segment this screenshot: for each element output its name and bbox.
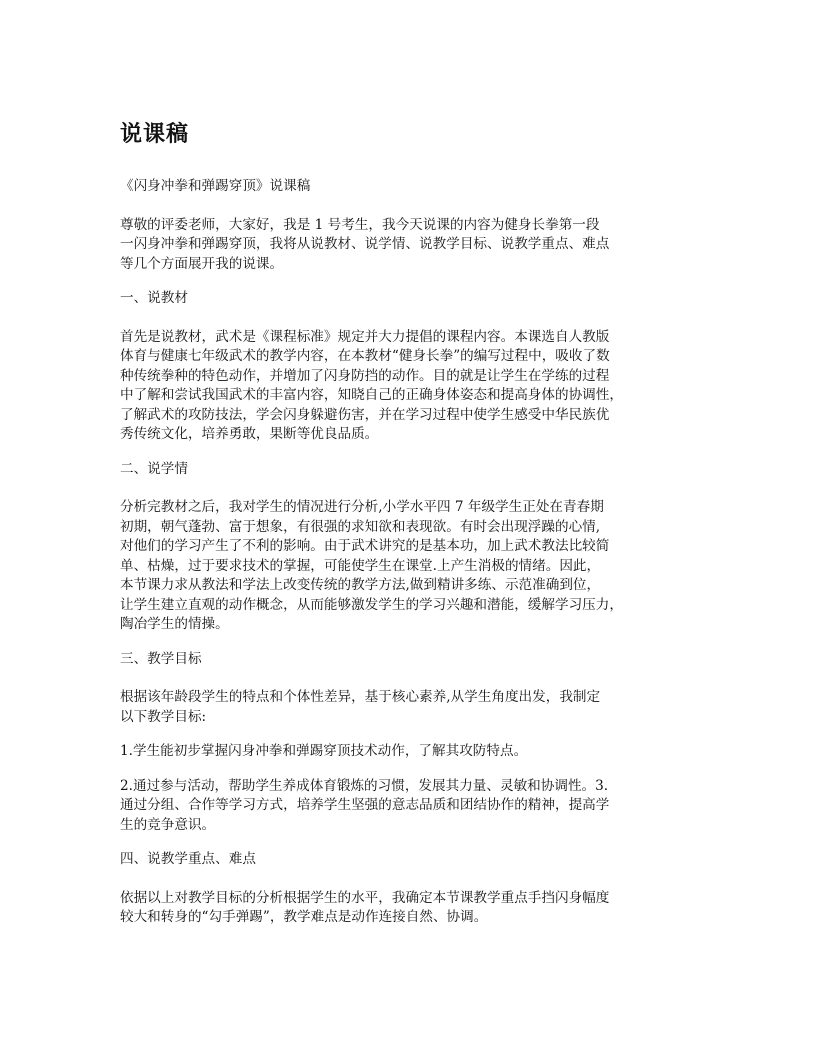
text-line: 首先是说教材，武术是《课程标准》规定并大力提倡的课程内容。本课选自人教版 [120,328,610,345]
text-line: 让学生建立直观的动作概念，从而能够激发学生的学习兴趣和潜能，缓解学习压力， [120,596,623,613]
text-line: 体育与健康七年级武术的教学内容，在本教材“健身长拳”的编写过程中，吸收了数 [120,348,610,364]
text-line: 陶冶学生的情操。 [120,616,229,632]
text-line: 通过分组、合作等学习方式，培养学生坚强的意志品质和团结协作的精神，提高学 [120,797,610,813]
goals-intro-paragraph [120,688,710,727]
section-heading-students: 二、说学情 [120,460,188,477]
text-line: 初期，朝气蓬勃、富于想象，有很强的求知欲和表现欲。有时会出现浮躁的心情, [120,518,601,535]
students-paragraph [120,498,710,635]
text-line: 生的竞争意识。 [120,816,216,833]
textbook-paragraph [120,328,710,445]
document-body [120,177,710,943]
intro-paragraph [120,216,710,275]
section-heading-key-points: 四、说教学重点、难点 [120,851,256,867]
text-line: 1.学生能初步掌握闪身冲拳和弹踢穿顶技术动作，了解其攻防特点。 [120,743,528,759]
text-line: 依据以上对教学目标的分析根据学生的水平，我确定本节课教学重点手挡闪身幅度 [120,889,610,906]
text-line: 分析完教材之后，我对学生的情况进行分析,小学水平四 7 年级学生正处在青春期 [120,499,604,515]
text-line: 尊敬的评委老师，大家好，我是 1 号考生，我今天说课的内容为健身长拳第一段 [120,216,600,233]
page-title: 说课稿 [120,122,190,147]
text-line: 等几个方面展开我的说课。 [120,255,284,272]
text-line: 中了解和尝试我国武术的丰富内容，知晓自己的正确身体姿态和提高身体的协调性， [120,387,623,403]
text-line: 对他们的学习产生了不利的影响。由于武术讲究的是基本功，加上武术教法比较简 [120,538,610,554]
document-subtitle: 《闪身冲拳和弹踢穿顶》说课稿 [120,178,311,194]
text-line: 单、枯燥，过于要求技术的掌握，可能使学生在课堂.上产生消极的情绪。因此， [120,557,601,574]
goal-2-3-paragraph [120,777,710,836]
text-line: 了解武术的攻防技法，学会闪身躲避伤害，并在学习过程中使学生感受中华民族优 [120,406,610,423]
goal-1-paragraph [120,742,710,762]
text-line: 本节课力求从教法和学法上改变传统的教学方法,做到精讲多练、示范准确到位， [120,577,601,593]
section-heading-goals: 三、教学目标 [120,650,202,667]
text-line: 较大和转身的“勾手弹踢”，教学难点是动作连接自然、协调。 [120,909,488,925]
text-line: 2.通过参与活动，帮助学生养成体育锻炼的习惯，发展其力量、灵敏和协调性。3. [120,777,609,794]
text-line: 种传统拳种的特色动作，并增加了闪身防挡的动作。目的就是让学生在学练的过程 [120,367,610,384]
text-line: 秀传统文化，培养勇敢，果断等优良品质。 [120,426,379,442]
key-points-paragraph [120,889,710,928]
text-line: 根据该年龄段学生的特点和个体性差异，基于核心素养,从学生角度出发，我制定 [120,689,601,705]
text-line: 以下教学目标: [120,708,207,725]
text-line: 一闪身冲拳和弹踢穿顶，我将从说教材、说学情、说教学目标、说教学重点、难点 [120,236,610,252]
section-heading-textbook: 一、说教材 [120,290,188,306]
